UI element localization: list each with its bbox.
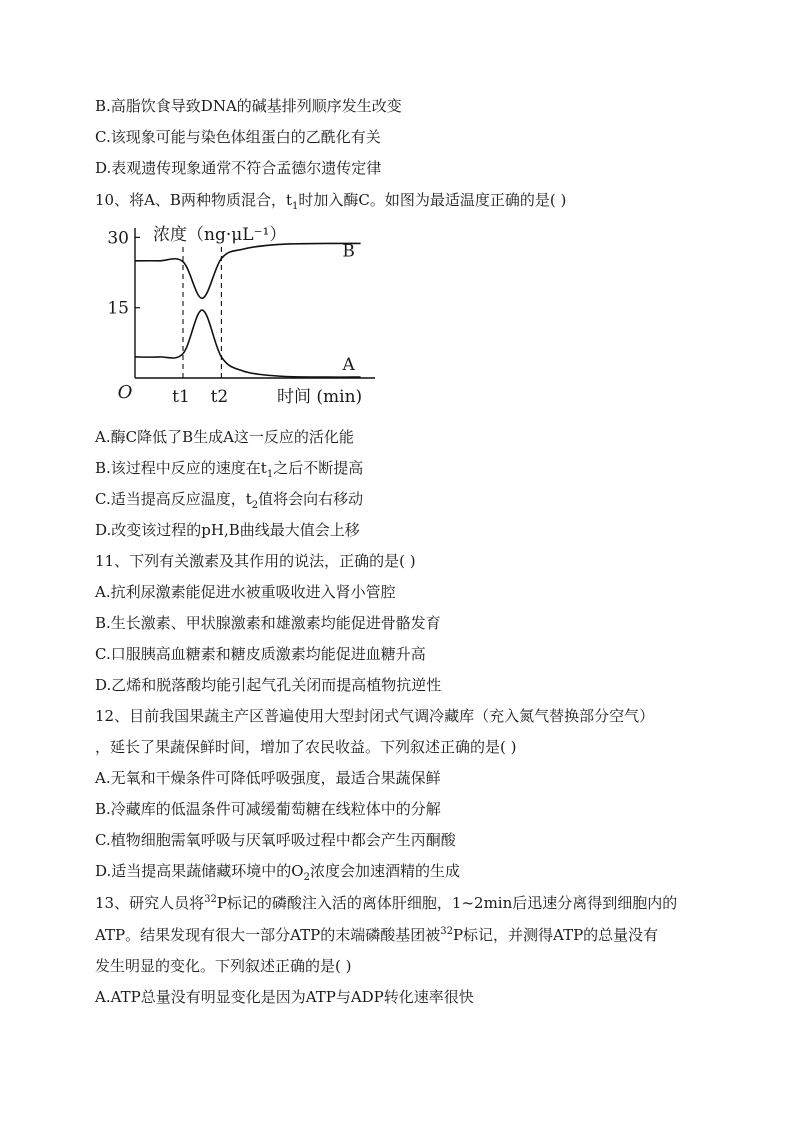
q12-stem-line1: 12、目前我国果蔬主产区普遍使用大型封闭式气调冷藏库（充入氮气替换部分空气）: [95, 707, 655, 725]
q12-option-c: C.植物细胞需氧呼吸与厌氧呼吸过程中都会产生丙酮酸: [95, 831, 456, 849]
q13-stem-line3: 发生明显的变化。下列叙述正确的是( ): [95, 957, 352, 975]
q11-option-b: B.生长激素、甲状腺激素和雄激素均能促进骨骼发育: [95, 614, 441, 632]
x-tick-label-t2: t2: [210, 387, 229, 407]
q9-option-d: D.表观遗传现象通常不符合孟德尔遗传定律: [95, 159, 382, 177]
q11-option-c: C.口服胰高血糖素和糖皮质激素均能促进血糖升高: [95, 645, 426, 663]
q9-option-c: C.该现象可能与染色体组蛋白的乙酰化有关: [95, 128, 381, 146]
x-tick-label-t1: t1: [172, 387, 190, 407]
q10-option-c: C.适当提高反应温度，$t_2$值将会向右移动: [95, 490, 364, 511]
concentration-time-chart: [105, 220, 385, 410]
series-label-B: B: [342, 241, 355, 262]
y-axis-label: 浓度（ng·μL⁻¹）: [153, 225, 287, 245]
series-line-B: [135, 243, 361, 298]
y-tick-label: 15: [107, 298, 129, 319]
q12-option-d: D.适当提高果蔬储藏环境中的$O_2$浓度会加速酒精的生成: [95, 862, 460, 883]
q13-stem-line1: 13、研究人员将$^{32}$P标记的磷酸注入活的离体肝细胞，1~2min后迅速分离得到细胞内的: [95, 894, 678, 912]
q11-stem: 11、下列有关激素及其作用的说法，正确的是( ): [95, 552, 416, 570]
q13-stem-line2: ATP。结果发现有很大一部分ATP的末端磷酸基团被$^{32}$P标记，并测得ATP的总量没有: [95, 926, 659, 944]
q13-option-a: A.ATP总量没有明显变化是因为ATP与ADP转化速率很快: [95, 988, 474, 1006]
q10-stem: 10、将A、B两种物质混合，$t_1$时加入酶C。如图为最适温度正确的是( ): [95, 191, 567, 212]
q10-option-b: B.该过程中反应的速度在$t_1$之后不断提高: [95, 459, 364, 480]
q12-stem-line2: ，延长了果蔬保鲜时间，增加了农民收益。下列叙述正确的是( ): [95, 738, 517, 756]
y-tick-label: 30: [107, 228, 129, 249]
q9-option-b: B.高脂饮食导致DNA的碱基排列顺序发生改变: [95, 97, 402, 115]
series-label-A: A: [342, 355, 355, 376]
q12-option-a: A.无氧和干燥条件可降低呼吸强度，最适合果蔬保鲜: [95, 769, 441, 787]
x-axis-label: 时间 (min): [277, 387, 363, 407]
origin-label: O: [117, 382, 133, 403]
q11-option-d: D.乙烯和脱落酸均能引起气孔关闭而提高植物抗逆性: [95, 676, 442, 694]
q10-option-a: A.酶C降低了B生成A这一反应的活化能: [95, 428, 354, 446]
q12-option-b: B.冷藏库的低温条件可减缓葡萄糖在线粒体中的分解: [95, 800, 441, 818]
series-line-A: [135, 310, 361, 377]
q10-option-d: D.改变该过程的pH,B曲线最大值会上移: [95, 521, 360, 539]
q11-option-a: A.抗利尿激素能促进水被重吸收进入肾小管腔: [95, 583, 396, 601]
